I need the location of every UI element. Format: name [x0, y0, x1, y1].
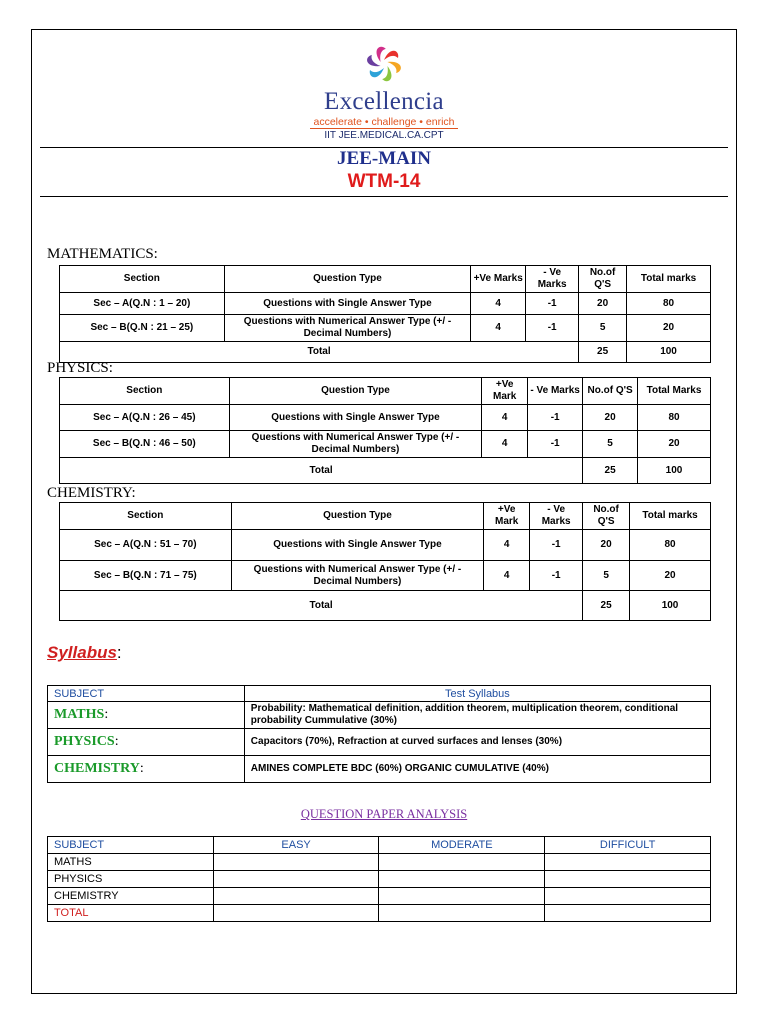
table-header-row — [60, 503, 711, 530]
cell-question-type: Questions with Numerical Answer Type (+/ - Decimal Numbers) — [231, 561, 484, 591]
cell-negative: -1 — [530, 530, 583, 561]
cell-positive: 4 — [484, 561, 530, 591]
subject-name: MATHS — [54, 707, 105, 722]
cell-difficult — [545, 888, 711, 905]
analysis-total: TOTAL — [48, 905, 214, 922]
cell-negative: -1 — [530, 561, 583, 591]
cell-moderate — [379, 854, 545, 871]
cell-positive: 4 — [482, 405, 528, 431]
cell-count: 5 — [583, 431, 638, 458]
header-difficult: DIFFICULT — [545, 837, 711, 854]
chemistry-label: CHEMISTRY: — [47, 485, 136, 501]
table-header-row — [60, 266, 711, 293]
header-section: Section — [60, 266, 225, 293]
total-questions: 25 — [583, 458, 638, 484]
table-row — [60, 315, 711, 342]
header-total-marks: Total Marks — [638, 378, 711, 405]
syllabus-text: AMINES COMPLETE BDC (60%) ORGANIC CUMULATIVE (40%) — [244, 756, 710, 783]
logo-tagline: accelerate • challenge • enrich — [310, 116, 458, 129]
total-row — [60, 342, 711, 363]
cell-moderate — [379, 888, 545, 905]
header-subject: SUBJECT — [48, 837, 214, 854]
header-moderate: MODERATE — [379, 837, 545, 854]
header-section: Section — [60, 378, 230, 405]
total-marks: 100 — [627, 342, 711, 363]
table-row — [60, 405, 711, 431]
header-no-of-questions: No.of Q'S — [583, 378, 638, 405]
header-question-type: Question Type — [224, 266, 471, 293]
cell-negative: -1 — [528, 431, 583, 458]
analysis-subject: MATHS — [48, 854, 214, 871]
header-subject: SUBJECT — [48, 686, 245, 702]
table-row — [48, 871, 711, 888]
header-negative-marks: - Ve Marks — [528, 378, 583, 405]
syllabus-row — [48, 756, 711, 783]
cell-question-type: Questions with Single Answer Type — [224, 293, 471, 315]
analysis-title: QUESTION PAPER ANALYSIS — [300, 807, 468, 821]
subject-colon: : — [139, 761, 144, 776]
cell-easy — [213, 854, 379, 871]
cell-question-type: Questions with Single Answer Type — [229, 405, 482, 431]
subject-colon: : — [114, 734, 119, 749]
cell-moderate — [379, 871, 545, 888]
cell-count: 5 — [579, 315, 627, 342]
cell-positive: 4 — [484, 530, 530, 561]
cell-count: 5 — [583, 561, 630, 591]
cell-section: Sec – B(Q.N : 46 – 50) — [60, 431, 230, 458]
total-marks: 100 — [638, 458, 711, 484]
table-row — [48, 854, 711, 871]
header-question-type: Question Type — [231, 503, 484, 530]
cell-section: Sec – B(Q.N : 21 – 25) — [60, 315, 225, 342]
total-questions: 25 — [579, 342, 627, 363]
cell-positive: 4 — [471, 315, 526, 342]
total-row — [48, 905, 711, 922]
cell-count: 20 — [583, 530, 630, 561]
cell-section: Sec – A(Q.N : 51 – 70) — [60, 530, 232, 561]
total-questions: 25 — [583, 591, 630, 621]
cell-moderate — [379, 905, 545, 922]
subject-colon: : — [104, 707, 109, 722]
cell-difficult — [545, 854, 711, 871]
table-row — [48, 888, 711, 905]
header-positive-marks: +Ve Marks — [471, 266, 526, 293]
header-no-of-questions: No.of Q'S — [583, 503, 630, 530]
syllabus-subject — [48, 756, 245, 783]
cell-difficult — [545, 905, 711, 922]
total-label: Total — [60, 458, 583, 484]
cell-easy — [213, 871, 379, 888]
header-test-syllabus: Test Syllabus — [244, 686, 710, 702]
logo-subtitle: IIT JEE.MEDICAL.CA.CPT — [324, 130, 444, 141]
table-row — [60, 431, 711, 458]
header-no-of-questions: No.of Q'S — [579, 266, 627, 293]
exam-code: WTM-14 — [347, 171, 421, 192]
cell-count: 20 — [579, 293, 627, 315]
maths-table — [59, 265, 711, 363]
cell-negative: -1 — [526, 315, 579, 342]
syllabus-text: Capacitors (70%), Refraction at curved surfaces and lenses (30%) — [244, 729, 710, 756]
table-row — [60, 561, 711, 591]
syllabus-row — [48, 729, 711, 756]
table-row — [60, 293, 711, 315]
header-easy: EASY — [213, 837, 379, 854]
divider-title — [40, 196, 728, 197]
header-total-marks: Total marks — [627, 266, 711, 293]
physics-table — [59, 377, 711, 484]
cell-difficult — [545, 871, 711, 888]
logo-name: Excellencia — [324, 88, 444, 115]
analysis-subject: CHEMISTRY — [48, 888, 214, 905]
cell-count: 20 — [583, 405, 638, 431]
excellencia-logo — [300, 40, 468, 148]
cell-section: Sec – B(Q.N : 71 – 75) — [60, 561, 232, 591]
swirl-logo-icon — [362, 42, 406, 86]
cell-total: 20 — [630, 561, 711, 591]
syllabus-heading — [47, 643, 122, 663]
syllabus-table — [47, 685, 711, 783]
physics-label: PHYSICS: — [47, 360, 113, 376]
table-header-row — [60, 378, 711, 405]
cell-total: 80 — [627, 293, 711, 315]
cell-negative: -1 — [528, 405, 583, 431]
cell-question-type: Questions with Numerical Answer Type (+/ - Decimal Numbers) — [224, 315, 471, 342]
cell-easy — [213, 888, 379, 905]
chemistry-table — [59, 502, 711, 621]
cell-question-type: Questions with Single Answer Type — [231, 530, 484, 561]
exam-title: JEE-MAIN — [337, 148, 431, 169]
analysis-header-row — [48, 837, 711, 854]
total-label: Total — [60, 342, 579, 363]
cell-question-type: Questions with Numerical Answer Type (+/ - Decimal Numbers) — [229, 431, 482, 458]
syllabus-header-row — [48, 686, 711, 702]
header-negative-marks: - Ve Marks — [530, 503, 583, 530]
analysis-subject: PHYSICS — [48, 871, 214, 888]
total-row — [60, 458, 711, 484]
header-section: Section — [60, 503, 232, 530]
cell-total: 20 — [627, 315, 711, 342]
syllabus-subject — [48, 702, 245, 729]
header-question-type: Question Type — [229, 378, 482, 405]
cell-easy — [213, 905, 379, 922]
table-row — [60, 530, 711, 561]
syllabus-text: Probability: Mathematical definition, addition theorem, multiplication theorem, conditional probability Cummulative (30%) — [244, 702, 710, 729]
cell-negative: -1 — [526, 293, 579, 315]
analysis-table — [47, 836, 711, 922]
total-marks: 100 — [630, 591, 711, 621]
cell-total: 80 — [638, 405, 711, 431]
cell-positive: 4 — [482, 431, 528, 458]
header-positive-marks: +Ve Mark — [482, 378, 528, 405]
cell-total: 20 — [638, 431, 711, 458]
header-total-marks: Total marks — [630, 503, 711, 530]
subject-name: PHYSICS — [54, 734, 115, 749]
cell-section: Sec – A(Q.N : 26 – 45) — [60, 405, 230, 431]
cell-total: 80 — [630, 530, 711, 561]
syllabus-subject — [48, 729, 245, 756]
subject-name: CHEMISTRY — [54, 761, 140, 776]
cell-section: Sec – A(Q.N : 1 – 20) — [60, 293, 225, 315]
syllabus-colon: : — [116, 643, 122, 662]
header-negative-marks: - Ve Marks — [526, 266, 579, 293]
syllabus-heading-text: Syllabus — [47, 643, 117, 662]
maths-label: MATHEMATICS: — [47, 246, 158, 262]
syllabus-row — [48, 702, 711, 729]
header-positive-marks: +Ve Mark — [484, 503, 530, 530]
total-row — [60, 591, 711, 621]
cell-positive: 4 — [471, 293, 526, 315]
total-label: Total — [60, 591, 583, 621]
